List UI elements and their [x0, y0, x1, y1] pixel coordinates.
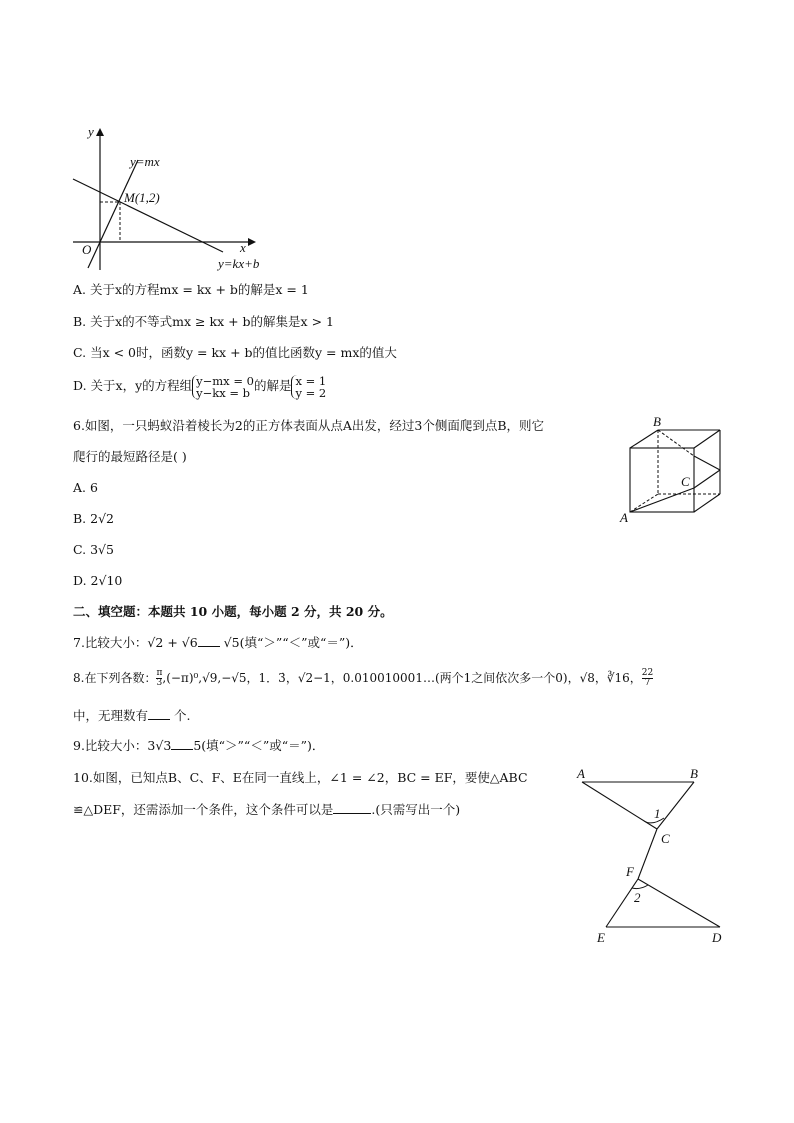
triangles-figure — [574, 764, 734, 950]
label-e: E — [597, 930, 605, 945]
q5-option-d-prefix: D. 关于x，y的方程组 — [73, 378, 193, 393]
q5-option-d-system — [192, 375, 254, 399]
label-b: B — [690, 766, 698, 781]
q10-line2-after: .(只需写出一个) — [371, 802, 461, 817]
q5-d-eq1: y−mx = 0 — [196, 373, 254, 388]
q7-answer-blank[interactable] — [198, 634, 220, 647]
q6-stem-line2: 爬行的最短路径是( ) — [73, 449, 187, 464]
q8-line2-after: 个. — [174, 708, 191, 723]
q7 — [73, 634, 363, 652]
ant-path-2 — [694, 470, 720, 488]
q7-after: √5(填“＞”“＜”或“＝”)． — [223, 635, 363, 650]
section-2-heading: 二、填空题：本题共 10 小题，每小题 2 分，共 20 分。 — [73, 604, 393, 619]
point-m-label: M(1,2) — [124, 190, 160, 205]
q9-before: 9.比较大小：3√3 — [73, 738, 172, 753]
q8-line1 — [73, 669, 653, 688]
q8-prefix: 8.在下列各数： — [73, 671, 157, 685]
label-f: F — [626, 864, 634, 879]
label-d: D — [712, 930, 722, 945]
label-2: 2 — [634, 890, 641, 905]
seg-cf — [638, 829, 657, 879]
q9-after: 5(填“＞”“＜”或“＝”)． — [193, 738, 325, 753]
q6-option-c: C. 3√5 — [73, 542, 114, 557]
function-graph — [68, 122, 288, 274]
axis-y-label: y — [88, 124, 94, 139]
q10-line2 — [73, 801, 460, 819]
q6-stem-line1: 6.如图，一只蚂蚁沿着棱长为2的正方体表面从点A出发，经过3个侧面爬到点B，则它 — [73, 418, 545, 433]
q6-option-b: B. 2√2 — [73, 511, 115, 526]
line2-label: y=kx+b — [218, 256, 260, 271]
q7-before: 7.比较大小：√2 + √6 — [73, 635, 198, 650]
ant-path-1 — [630, 488, 694, 512]
q10-line1: 10.如图，已知点B、C、F、E在同一直线上，∠1 = ∠2，BC = EF，要使△ABC — [73, 770, 528, 785]
q5-d-eq2: y−kx = b — [196, 385, 251, 400]
q10-answer-blank[interactable] — [333, 801, 371, 814]
axis-x-label: x — [240, 240, 246, 255]
q8-mid: ,(−π)⁰,√9,−√5，1．3̇，√2−1，0.010010001…(两个1之间依次多一个0)，√8，∛16， — [162, 671, 642, 685]
q8-frac1-num: π — [156, 668, 163, 678]
y-axis-arrow — [96, 128, 104, 136]
q5-option-c: C. 当x < 0时，函数y = kx + b的值比函数y = mx的值大 — [73, 345, 397, 360]
cube-label-a: A — [620, 510, 628, 524]
seg-bc — [657, 782, 694, 829]
q5-option-d-mid: 的解是 — [253, 378, 292, 393]
label-a: A — [577, 766, 585, 781]
q5-d-sol2: y = 2 — [295, 385, 327, 400]
cube-edge-br — [694, 494, 720, 512]
q5-option-a: A. 关于x的方程mx = kx + b的解是x = 1 — [73, 282, 309, 297]
q9-answer-blank[interactable] — [171, 737, 193, 750]
ant-path-3 — [658, 430, 694, 456]
q9 — [73, 737, 324, 755]
q5-d-sol1: x = 1 — [295, 373, 327, 388]
q10-line2-before: ≌△DEF，还需添加一个条件，这个条件可以是 — [73, 802, 334, 817]
cube-edge-tl — [630, 430, 658, 448]
q8-line2-before: 中，无理数有 — [73, 708, 149, 723]
q5-option-d-solution — [291, 375, 326, 399]
cube-label-c: C — [681, 474, 690, 489]
angle-2-arc — [632, 885, 648, 889]
label-c: C — [661, 831, 670, 846]
label-1: 1 — [654, 806, 661, 821]
ant-path-4 — [694, 456, 720, 470]
q6-option-a: A. 6 — [73, 480, 98, 495]
q8-frac2-den: 7 — [642, 678, 653, 688]
line1-label: y=mx — [130, 154, 160, 169]
x-axis-arrow — [248, 238, 256, 246]
q8-frac1-den: 3 — [156, 678, 163, 688]
q8-frac-22-7 — [642, 669, 653, 688]
origin-label: O — [82, 242, 92, 257]
cube-figure — [618, 412, 730, 524]
cube-label-b: B — [653, 414, 661, 429]
q8-answer-blank[interactable] — [148, 707, 170, 720]
q8-frac2-num: 22 — [641, 668, 654, 678]
q8-line2 — [73, 707, 190, 725]
q6-option-d: D. 2√10 — [73, 573, 123, 588]
q5-option-d — [73, 372, 326, 400]
cube-edge-tr — [694, 430, 720, 448]
seg-fd — [638, 879, 720, 927]
q5-option-b: B. 关于x的不等式mx ≥ kx + b的解集是x > 1 — [73, 314, 334, 329]
line-y-mx — [88, 160, 138, 268]
